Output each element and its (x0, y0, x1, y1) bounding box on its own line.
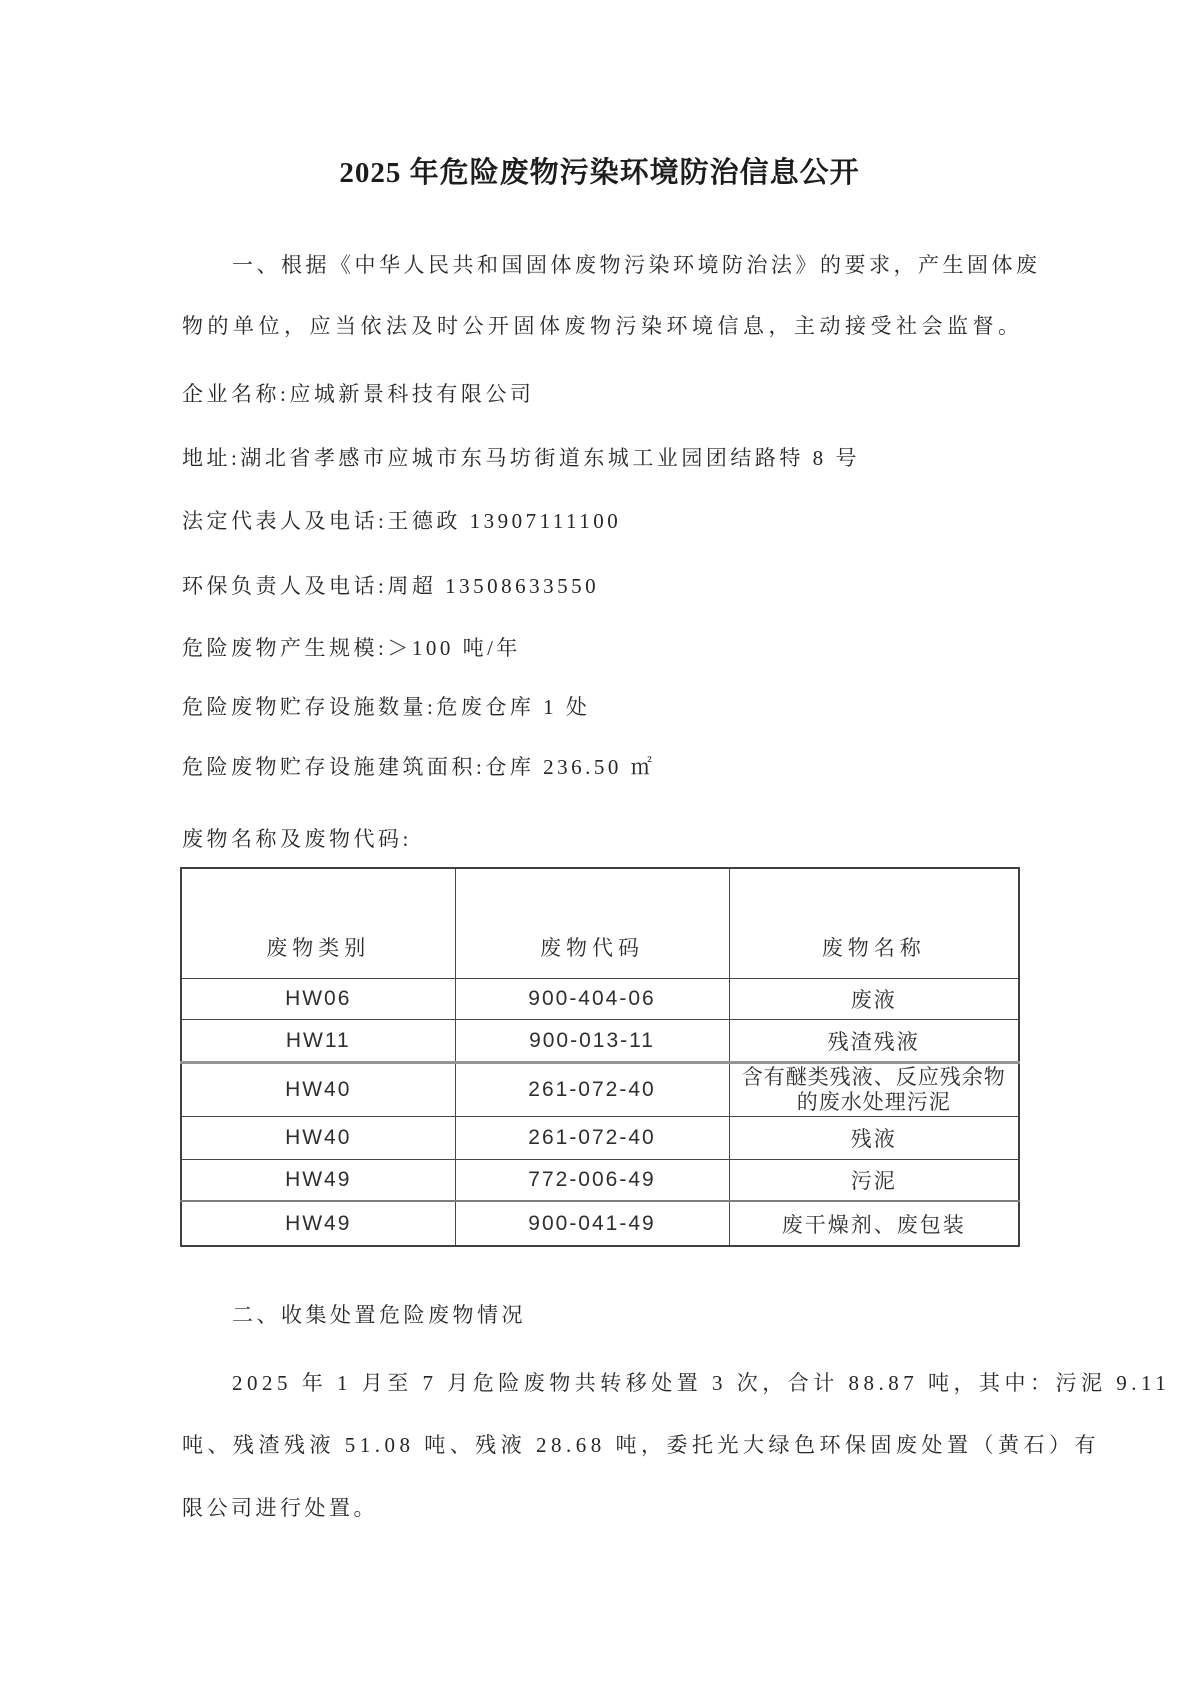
storage-facility-count-line: 危险废物贮存设施数量:危废仓库 1 处 (182, 695, 591, 719)
table-row (181, 1201, 1019, 1246)
section2-line-2: 吨、残渣残液 51.08 吨、残液 28.68 吨，委托光大绿色环保固废处置（黄石）有 (182, 1433, 1100, 1457)
header-waste-code: 废物代码 (455, 868, 729, 979)
waste-table-caption: 废物名称及废物代码: (182, 827, 412, 851)
cell-name: 废干燥剂、废包装 (729, 1201, 1019, 1246)
cell-name: 污泥 (729, 1160, 1019, 1202)
table-row (181, 1063, 1019, 1117)
company-name-line: 企业名称:应城新景科技有限公司 (182, 382, 535, 406)
header-waste-name: 废物名称 (729, 868, 1019, 979)
waste-code-table (180, 867, 1020, 1247)
legal-representative-line: 法定代表人及电话:王德政 13907111100 (182, 509, 622, 533)
cell-category: HW40 (181, 1063, 455, 1117)
cell-code: 261-072-40 (455, 1063, 729, 1117)
env-officer-line: 环保负责人及电话:周超 13508633550 (182, 574, 600, 598)
cell-category: HW49 (181, 1201, 455, 1246)
intro-line-2: 物的单位，应当依法及时公开固体废物污染环境信息，主动接受社会监督。 (182, 314, 1024, 338)
section2-heading: 二、收集处置危险废物情况 (232, 1303, 526, 1327)
cell-category: HW40 (181, 1117, 455, 1160)
table-row (181, 1160, 1019, 1202)
table-row (181, 1020, 1019, 1063)
table-row (181, 1117, 1019, 1160)
cell-code: 261-072-40 (455, 1117, 729, 1160)
section2-line-1: 2025 年 1 月至 7 月危险废物共转移处置 3 次，合计 88.87 吨，其中：污泥 9.11 (232, 1371, 1171, 1395)
cell-category: HW06 (181, 979, 455, 1020)
cell-category: HW49 (181, 1160, 455, 1202)
header-waste-category: 废物类别 (181, 868, 455, 979)
cell-name: 残液 (729, 1117, 1019, 1160)
document-title: 2025 年危险废物污染环境防治信息公开 (339, 157, 860, 189)
table-row (181, 979, 1019, 1020)
table-header-row (181, 868, 1019, 979)
storage-facility-area-line: 危险废物贮存设施建筑面积:仓库 236.50 ㎡ (182, 755, 656, 779)
intro-line-1: 一、根据《中华人民共和国固体废物污染环境防治法》的要求，产生固体废 (232, 253, 1041, 277)
section2-line-3: 限公司进行处置。 (182, 1496, 378, 1520)
cell-name: 残渣残液 (729, 1020, 1019, 1063)
cell-code: 900-013-11 (455, 1020, 729, 1063)
cell-code: 900-404-06 (455, 979, 729, 1020)
address-line: 地址:湖北省孝感市应城市东马坊街道东城工业园团结路特 8 号 (182, 446, 860, 470)
cell-category: HW11 (181, 1020, 455, 1063)
cell-code: 900-041-49 (455, 1201, 729, 1246)
cell-name: 废液 (729, 979, 1019, 1020)
cell-name: 含有醚类残液、反应残余物的废水处理污泥 (729, 1063, 1019, 1117)
cell-code: 772-006-49 (455, 1160, 729, 1202)
production-scale-line: 危险废物产生规模:＞100 吨/年 (182, 636, 521, 660)
